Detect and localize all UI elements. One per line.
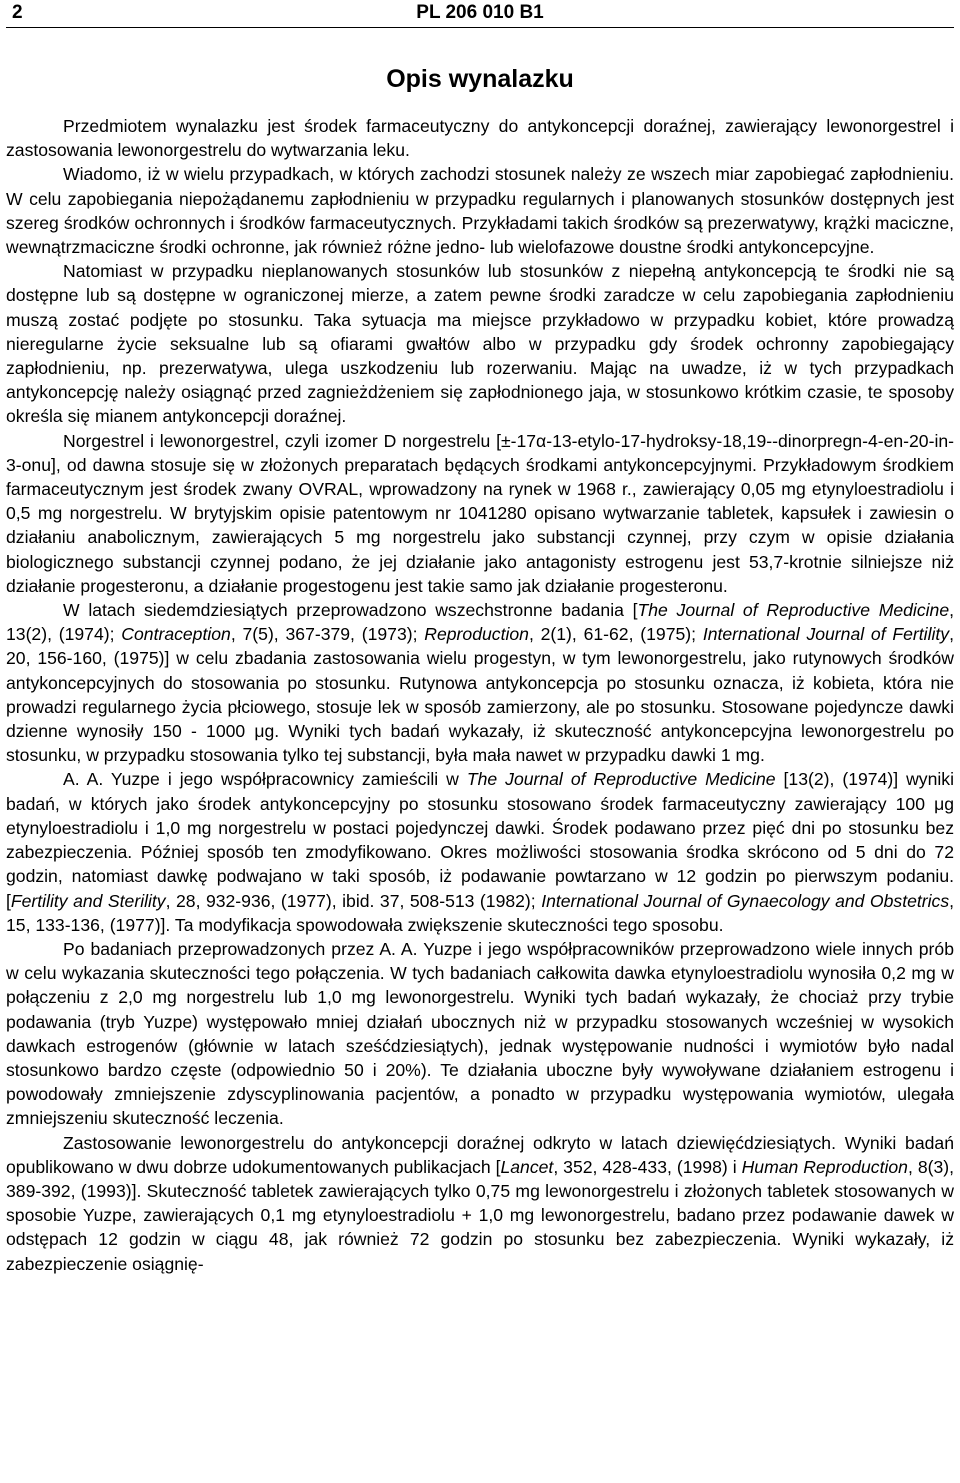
document-id: PL 206 010 B1 (416, 2, 544, 23)
text-run: [13(2), (1974)] wyniki badań, w których jako środek antykoncepcyjny po stosunku stosowano środek farmaceutyczny zawierający 100 μg etynyloestradiolu i 1,0 mg norgestrelu w postaci pojedynczej dawki. Środek podawano przez pięć dni po stosunku bez zabezpieczenia. Później sposób ten zmodyfikowano. Okres możliwości stosowania środka skrócono od 5 dni do 72 godzin, natomiast dawkę podwajano w taki sposób, iż podawanie powtarzano w 12 godzin po pierwszym podaniu. [ (6, 769, 954, 911)
text-run: , 7(5), 367-379, (1973); (230, 624, 425, 645)
italic-citation: The Journal of Reproductive Medicine (466, 769, 776, 790)
page-number: 2 (12, 2, 23, 23)
text-run: , 15, 133-136, (1977)]. Ta modyfikacja spowodowała zwiększenie skuteczności tego sposobu. (6, 890, 955, 935)
body-text (6, 114, 954, 1276)
paragraph (6, 937, 954, 1131)
paragraph (6, 598, 954, 767)
italic-citation: Human Reproduction (741, 1156, 908, 1177)
italic-citation: Reproduction (424, 624, 529, 645)
text-run: Zastosowanie lewonorgestrelu do antykoncepcji doraźnej odkryto w latach dziewięćdziesiątych. Wyniki badań opublikowano w dwu dobrze udokumentowanych publikacjach [ (6, 1132, 954, 1177)
paragraph (6, 162, 954, 259)
text-run: , 13(2), (1974); (6, 600, 954, 645)
text-run: Przedmiotem wynalazku jest środek farmaceutyczny do antykoncepcji doraźnej, zawierający lewonorgestrel i zastosowania lewonorgestrelu do wytwarzania leku. (6, 116, 954, 161)
document-title: Opis wynalazku (386, 65, 574, 93)
text-run: Wiadomo, iż w wielu przypadkach, w których zachodzi stosunek należy ze wszech miar zapobiegać zapłodnieniu. W celu zapobiegania niepożądanemu zapłodnieniu w przypadku regularnych i planowanych stosunków dostępnych jest szereg środków ochronnych i środków farmaceutycznych. Przykładami takich środków są prezerwatywy, krążki maciczne, wewnątrzmaciczne środki ochronne, jak również różne jedno- lub wielofazowe doustne środki antykoncepcyjne. (6, 164, 954, 258)
paragraph (6, 114, 954, 162)
text-run: , 20, 156-160, (1975)] w celu zbadania zastosowania wielu progestyn, w tym lewonorgestrelu, jako rutynowych środków antykoncepcyjnych do stosowania po stosunku. Rutynowa antykoncepcja po stosunku oznacza, iż kobieta, która nie prowadzi regularnego życia płciowego, stosuje lek w sposób zamierzony, ale po stosunku. Stosowane pojedyncze dawki dzienne wynosiły 150 - 1000 μg. Wyniki tych badań wykazały, iż skuteczność antykoncepcyjna lewonorgestrelu po stosunku, w przypadku stosowania tylko tej substancji, była mała nawet w przypadku dawki 1 mg. (6, 624, 954, 766)
text-run: Po badaniach przeprowadzonych przez A. A. Yuzpe i jego współpracowników przeprowadzono wiele innych prób w celu wykazania skuteczności tego połączenia. W tych badaniach całkowita dawka etynyloestradiolu wynosiła 0,2 mg w połączeniu z 2,0 mg norgestrelu lub 1,0 mg lewonorgestrelu. Wyniki tych badań wykazały, że chociaż przy trybie podawania (tryb Yuzpe) występowało mniej działań ubocznych niż w przypadku stosowanych wcześniej w wysokich dawkach estrogenów (głównie w latach sześćdziesiątych), jednak występowanie nudności i wymiotów było nadal stosunkowo bardzo częste (odpowiednio 50 i 20%). Te działania uboczne były wywoływane działaniem estrogenu i powodowały zmniejszenie zdyscyplinowania pacjentów, a ponadto w przypadku występowania wymiotów, ulegała zmniejszeniu skuteczność leczenia. (6, 938, 954, 1129)
text-run: W latach siedemdziesiątych przeprowadzono wszechstronne badania [ (63, 600, 638, 621)
text-run: , 352, 428-433, (1998) i (553, 1156, 742, 1177)
text-run: , 8(3), 389-392, (1993)]. Skuteczność tabletek zawierających tylko 0,75 mg lewonorgestrelu i złożonych tabletek stosowanych w sposobie Yuzpe, zawierających 0,1 mg etynyloestradiolu + 1,0 mg lewonorgestrelu, badano przez podawanie dawek w odstępach 12 godzin w ciągu 48, jak również 72 godzin po stosunku bez zabezpieczenia. Wyniki wykazały, iż zabezpieczenie osiągnię- (6, 1156, 955, 1274)
text-run: A. A. Yuzpe i jego współpracownicy zamieścili w (63, 769, 467, 790)
text-run: , 28, 932-936, (1977), ibid. 37, 508-513 (1982); (165, 890, 542, 911)
header-rule (6, 27, 954, 28)
italic-citation: Lancet (500, 1156, 554, 1177)
paragraph (6, 259, 954, 428)
italic-citation: Contraception (121, 624, 231, 645)
text-run: Natomiast w przypadku nieplanowanych stosunków lub stosunków z niepełną antykoncepcją te środki nie są dostępne lub są dostępne w ograniczonej mierze, a zatem pewne środki zaradcze w celu zapobiegania zapłodnieniu muszą zostać podjęte po stosunku. Taka sytuacja ma miejsce przykładowo w przypadku kobiet, które prowadzą nieregularne życie seksualne lub są ofiarami gwałtów albo w przypadku gdy środek ochronny zapobiegający zapłodnieniu, np. prezerwatywa, ulega uszkodzeniu lub rozerwaniu. Mając na uwadze, iż w tych przypadkach antykoncepcję należy osiągnąć przed zagnieżdżeniem się zapłodnionego jaja, w stosunkowo krótkim czasie, te sposoby określa się mianem antykoncepcji doraźnej. (6, 261, 954, 427)
italic-citation: Fertility and Sterility (10, 890, 166, 911)
text-run: , 2(1), 61-62, (1975); (528, 624, 703, 645)
italic-citation: International Journal of Gynaecology and Obstetrics (541, 890, 950, 911)
page-header (6, 0, 954, 30)
italic-citation: International Journal of Fertility (702, 624, 950, 645)
italic-citation: The Journal of Reproductive Medicine (637, 600, 950, 621)
text-run: Norgestrel i lewonorgestrel, czyli izomer D norgestrelu [±-17α-13-etylo-17-hydroksy-18,19-‑dinorpregn-4-en-20-in-3-onu], od dawna stosuje się w złożonych preparatach będących środkami antykoncepcyjnymi. Przykładowym środkiem farmaceutycznym jest środek zwany OVRAL, wprowadzony na rynek w 1968 r., zawierający 0,05 mg etynyloestradiolu i 0,5 mg norgestrelu. W brytyjskim opisie patentowym nr 1041280 opisano wytwarzanie tabletek, kapsułek i zawiesin o działaniu anabolicznym, zawierających 5 mg norgestrelu jako substancji czynnej, przy czym w opisie działania biologicznego substancji czynnej podano, że jej działanie jako antagonisty estrogenu jest 53,7-krotnie silniejsze niż działanie progesteronu, a działanie progestogenu jest takie samo jak działanie progesteronu. (6, 430, 954, 596)
paragraph (6, 767, 954, 936)
paragraph (6, 1131, 954, 1276)
paragraph (6, 429, 954, 598)
